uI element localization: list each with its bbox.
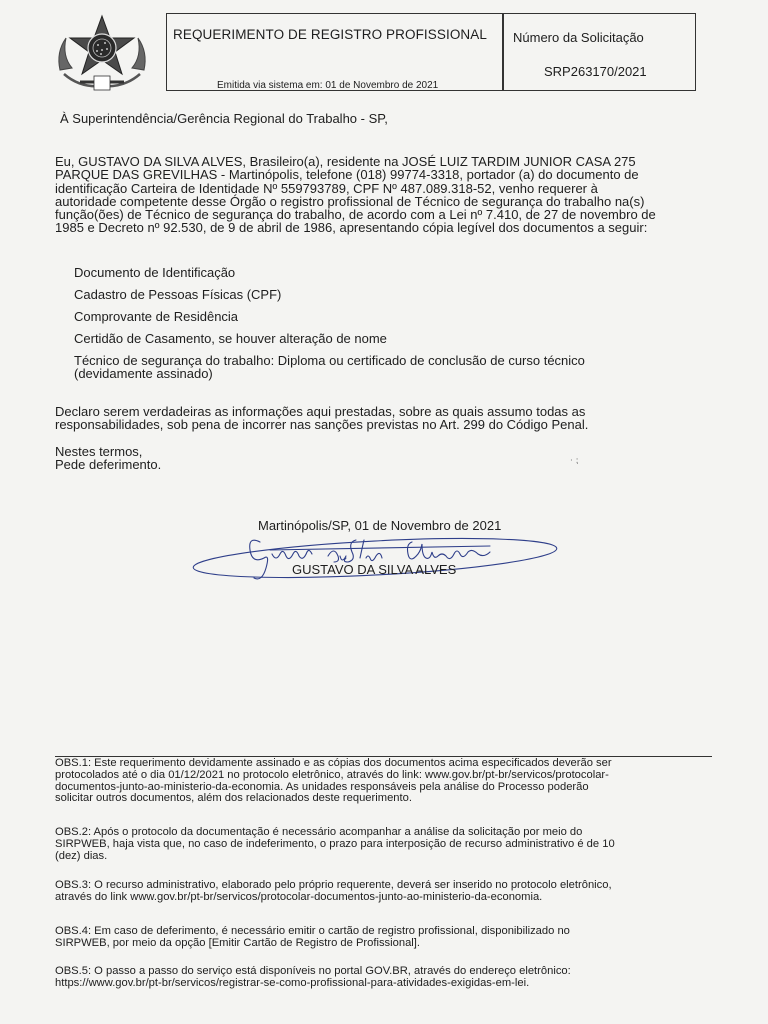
emitted-date: Emitida via sistema em: 01 de Novembro de 2021: [217, 80, 439, 91]
paragraph-line: função(ões) de Técnico de segurança do trabalho, de acordo com a Lei nº 7.410, de 27 de novembro de: [55, 207, 656, 223]
observation-5: [55, 966, 715, 990]
closing-line: Pede deferimento.: [55, 457, 162, 473]
observation-line: OBS.4: Em caso de deferimento, é necessário emitir o cartão de registro profissional, disponibilizado no: [55, 925, 570, 937]
observation-line: OBS.5: O passo a passo do serviço está disponíveis no portal GOV.BR, através do endereço eletrônico:: [55, 965, 571, 977]
place-date: Martinópolis/SP, 01 de Novembro de 2021: [258, 518, 502, 533]
request-number: SRP263170/2021: [544, 64, 647, 79]
list-item: Comprovante de Residência: [74, 308, 239, 324]
observation-line: protocolados até o dia 01/12/2021 no protocolo eletrônico, através do link: www.gov.br/pt-br/servicos/protocolar-: [55, 768, 609, 781]
list-item-line: Técnico de segurança do trabalho: Diploma ou certificado de conclusão de curso técnico: [74, 352, 585, 368]
closing-line: Nestes termos,: [55, 444, 143, 459]
addressee: À Superintendência/Gerência Regional do Trabalho - SP,: [60, 111, 388, 126]
observation-line: documentos-junto-ao-ministerio-da-economia. As unidades responsáveis pela análise do Processo poderão: [55, 780, 589, 793]
document-list: [74, 266, 694, 381]
header-divider: [502, 14, 504, 90]
paragraph-line: Eu, GUSTAVO DA SILVA ALVES, Brasileiro(a), residente na JOSÉ LUIZ TARDIM JUNIOR CASA 275: [55, 154, 636, 169]
observation-1: [55, 758, 715, 805]
header-box: [166, 13, 696, 91]
handwritten-signature: [190, 528, 560, 586]
list-item: Certidão de Casamento, se houver alteração de nome: [74, 330, 387, 346]
signer-name: GUSTAVO DA SILVA ALVES: [292, 562, 457, 577]
paragraph-line: autoridade competente desse Órgão o registro profissional de Técnico de segurança do trabalho na(s): [55, 193, 645, 209]
observation-line: solicitar outros documentos, além dos relacionados deste requerimento.: [55, 792, 412, 805]
observation-4: [55, 926, 715, 950]
declaration-line: Declaro serem verdadeiras as informações aqui prestadas, sobre as quais assumo todas as: [55, 404, 586, 419]
observation-line: OBS.1: Este requerimento devidamente assinado e as cópias dos documentos acima especificados deverão ser: [55, 757, 612, 769]
observation-2: [55, 827, 715, 862]
scan-specks: ⋅ ⁏: [570, 455, 579, 465]
paragraph-line: identificação Carteira de Identidade Nº 559793789, CPF Nº 487.089.318-52, venho requerer à: [55, 180, 598, 196]
observation-line: SIRPWEB, haja vista que, no caso de indeferimento, o prazo para interposição de recurso administrativo é de 10: [55, 837, 615, 850]
closing: [55, 445, 161, 472]
request-paragraph: [55, 155, 715, 235]
document-title: REQUERIMENTO DE REGISTRO PROFISSIONAL: [173, 27, 487, 42]
observation-3: [55, 880, 715, 904]
observation-line: OBS.3: O recurso administrativo, elaborado pelo próprio requerente, deverá ser inserido no protocolo eletrônico,: [55, 879, 612, 891]
observation-line: OBS.2: Após o protocolo da documentação é necessário acompanhar a análise da solicitação por meio do: [55, 826, 583, 838]
list-item: [74, 354, 694, 381]
observation-line: https://www.gov.br/pt-br/servicos/registrar-se-como-profissional-para-atividades-exigidas-em-lei.: [55, 976, 530, 989]
observation-line: SIRPWEB, por meio da opção [Emitir Cartão de Registro de Profissional].: [55, 936, 420, 949]
paragraph-line: 1985 e Decreto nº 92.530, de 9 de abril de 1986, apresentando cópia legível dos documentos a seguir:: [55, 220, 648, 236]
declaration: [55, 405, 695, 432]
list-item-line: (devidamente assinado): [74, 366, 213, 382]
paragraph-line: PARQUE DAS GREVILHAS - Martinópolis, telefone (018) 99774-3318, portador (a) do documento de: [55, 167, 639, 183]
list-item: Documento de Identificação: [74, 265, 236, 280]
list-item: Cadastro de Pessoas Físicas (CPF): [74, 286, 282, 302]
observation-line: (dez) dias.: [55, 849, 108, 862]
declaration-line: responsabilidades, sob pena de incorrer nas sanções previstas no Art. 299 do Código Penal.: [55, 417, 589, 433]
observation-line: através do link www.gov.br/pt-br/servicos/protocolar-documentos-junto-ao-ministerio-da-economia.: [55, 890, 543, 903]
request-number-label: Número da Solicitação: [513, 30, 644, 45]
brazil-coat-of-arms-icon: [50, 12, 154, 96]
